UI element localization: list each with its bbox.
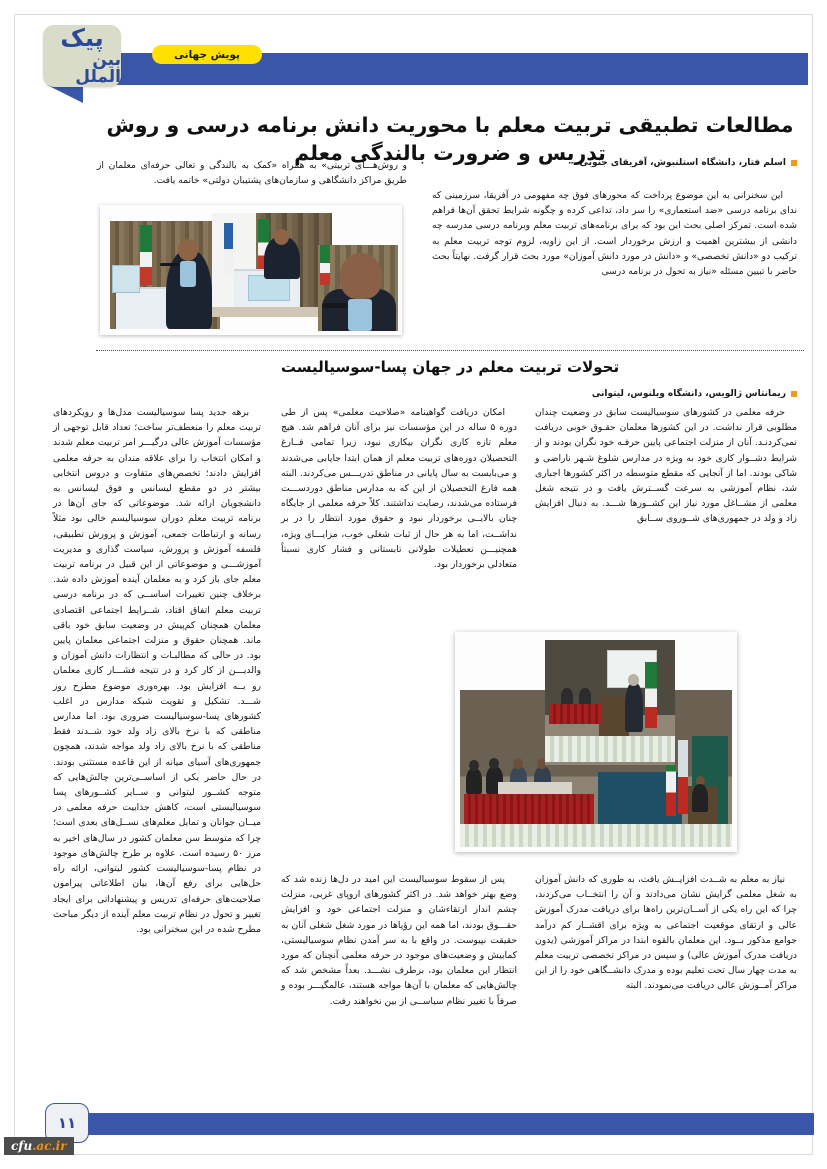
- column-left-upper-text: برهه جدید پسا سوسیالیست مدل‌ها و رویکردهای تربیت معلم را منعطف‌تر ساخت؛ تعداد قابل توجهی از مؤسسات آموزش عالی درگیـــر امر تربیت معلم شدند و امکان انتخاب را برای علاقه مندان به حرفه معلمی افزایش دادند؛ تخصص‌های متفاوت و دروس انتخابی بیشتر در دو مقطع لیسانس و فوق لیسانس به دانشجویان ارائه شد. موضوعاتی که جای آن‌ها در برنامه تربیت معلم دوران سوسیالیسم خالی بود مثلاً رسانه و ارتباطات جمعی، آموزش و پرورش تطبیقی، فلسفه آموزش و پرورش، سیاست گذاری و مدیریت آموزشـــی و موضوعاتی از این قبیل در برنامه تربیت معلم جای باز کرد و به معلمان آینده آموزش داده شد. برخلاف چنین تغییرات اساســی که در برنامه درسی تربیت معلم اتفاق افتاد، شــرایط اجتماعی اقتصادی معلمان همچنان کم‌پیش در وضعیت سابق خود باقی ماند. همچنان حقوق و منزلت اجتماعی معلمان پایین بود. در حالی که مطالبـات و انتظارات دانش آموزان و والدیـــن از کار کرد و در نتیجه فشـــار کاری معلمان رو بــه افزایش بود. بهره‌وری موضوع مطرح روز شـــد. تشکیل و تقویت شبکه مدارس در اغلب کشورهای پسا-سوسیالیست ضروری بود. اما مدارس مناطقی که با نرخ بالای زاد ولد خود شــدند فقط مناطقی که با نرخ بالای زاد ولد مواجه شدند، همچون جمهوری‌های آسیای میانه از این قاعده مستثنی بودند. در حال حاضر یکی از اساســی‌ترین چالش‌هایی که متوجه کشــور لیتوانی و ســایر کشــورهای پسا سوسیالیستی است، کاهش جذابیت حرفه معلمی در میــان جوانان و تمایل معلم‌های نســل‌های بعدی است؛ چرا که متوسط سن معلمان کشور در سال‌های اخیر به مرز ۵۰ رسیده است. علاوه بر طرح چالش‌های موجود در نظام پسا-سوسیالیست کشور لیتوانی، ارائه راه حل‌هایی برای رفع آن‌ها، بیان اطلاعاتی پیرامون صلاحیت‌های حرفه‌ای تدریس و پیشنهاداتی برای ایجاد تغییر و تحول در نظام تربیت معلم آینده از دیگر مباحث مطرح شده در این سخنرانی بود.: [53, 407, 261, 935]
- column-right-lower-text: نیاز به معلم به شــدت افزایــش یافت، به طوری که دانش آموزان به شغل معلمی گرایش نشان می‌دادند و آن را انتخــاب می‌کردند، چرا که این راه یکی از آســان‌ترین راه‌ها برای دریافت مدرک آموزش عالی و ارتقای موقعیت اجتماعی به ویژه برای اقشــار کم درآمد جوامع مذکور بــود. این معلمان بالقوه ابتدا در مراکز آموزشی (یدون دریافت مدرک آموزش عالی) و سپس در مراکز تخصصی تربیت معلم به مدت چهار سال تحت تعلیم بوده و مدرک دانشــگاهی خود را از این مراکز آمــوزش عالی دریافت می‌نمودند. البته: [535, 874, 797, 992]
- photo-speaker-head: [274, 229, 289, 245]
- section-badge: پویش جهانی: [152, 45, 262, 64]
- photo-panelist-1: [466, 768, 482, 794]
- photo-pane-left: [110, 221, 220, 329]
- byline-author-one: [432, 158, 797, 168]
- column-middle-lower-text: پس از سقوط سوسیالیست این امید در دل‌ها زنده شد که وضع بهتر خواهد شد. در اکثر کشورهای اروپای غربی، منزلت چشم انداز ارتقاءشان و منزلت اجتماعی خود و افزایش حقـــوق بودند، اما همه این رؤیاها در مورد شغل شغلی آنان به حقیقت نپیوست. در واقع با به سر آمدن نظام سوسیالیستی، کمابیش و وضعیت‌های موجود در حرفه معلمی آنچنان که مورد انتظار این معلمان بود، برطرف نشـــد. بعداً مشخص شد که چالش‌هایی که معلمان با آن‌ها مواجه هستند، عالمگیـــر بوده و صرفاً با تغییر نظام سیاســی از بین نخواهند رفت.: [281, 874, 517, 1007]
- magazine-logo: [43, 25, 121, 87]
- photo-standing-person: [692, 784, 708, 812]
- byline-one-text: اسلم فتار، دانشگاه استلنبوش، آفریقای جنوبی: [579, 158, 786, 168]
- photo-panelist-head-2: [489, 758, 499, 769]
- page-number-badge: ۱۱: [45, 1103, 89, 1143]
- photo-microphone: [322, 303, 348, 308]
- photo-signboard: [112, 265, 140, 293]
- photo-collage-speaker: [100, 205, 402, 335]
- photo-pane-middle: [212, 213, 332, 317]
- intro-paragraph-right: [432, 188, 797, 279]
- photo-speaker-head: [178, 239, 198, 261]
- photo-pane-right: [318, 245, 398, 331]
- photo-speaker-shirt: [180, 261, 196, 287]
- photo-flag: [140, 225, 152, 285]
- page-title: مطالعات تطبیقی تربیت معلم با محوریت دانش برنامه درسی و روش تدریس و ضرورت بالندگی معلم: [106, 113, 794, 165]
- photo-floor: [212, 307, 332, 317]
- header-band-tail: [47, 85, 83, 103]
- intro-paragraph-left: [97, 158, 407, 188]
- column-middle-upper-text: امکان دریافت گواهینامه «صلاحیت معلمی» پس از طی دوره ۵ ساله در این مؤسسات نیز برای آنان فراهم شد. هیچ معلم تازه کاری نگران بیکاری نبود، زیرا تمامی فــارغ التحصیلان دوره‌های تربیت معلم از همان ابتدا جایابی می‌شدند و می‌بایست به سال پایانی در مناطق تدریـــس می‌کردند. البته همه فارغ التحصیلان از این که به مدارس مناطق دوردســـت فرستاده می‌شدند، رضایت نداشتند. کلاً حرفه معلمی از جایگاه چنان بالایــی برخوردار نبود و حقوق مورد انتظار را در بر نداشــت، اما به هر حال از ثبات شغلی خوب، مزایـــای ویژه، همچنیـــن تعطیلات طولانی تابستانی و فشار کاری نسبتاً متعادلی برخوردار بود.: [281, 407, 517, 571]
- photo-panelist-head-3: [513, 758, 523, 769]
- bullet-square-icon: [791, 160, 797, 166]
- intro-right-text: این سخنرانی به این موضوع پرداخت که محورهای فوق چه مفهومی در آفریقا، سرزمینی که ندای برنامه درسی «ضد استعماری» را سر داد، تداعی کرده و چگونه شرایط تحقق آن‌ها فراهم شده است. تمرکز اصلی بحث این بود که برای برنامه‌های تربیت معلم وبرنامه درسی مدرسه چه دانشی از بیشترین اهمیت و ارزش برخوردار است. از این زاویه، لزوم توجه تربیت معلم به ترکیب دو «دانش تخصصی» و «دانش در مورد دانش آموزان» مورد بحث قرار گرفت. نهایتاً بحث حاضر با تبیین مسئله «نیاز به تحول در برنامه درسی: [432, 190, 797, 278]
- bullet-square-icon: [791, 391, 797, 397]
- watermark-suffix: .ac.ir: [32, 1139, 67, 1153]
- watermark-prefix: cfu: [11, 1139, 33, 1153]
- logo-line-one: پیک: [60, 24, 104, 52]
- photo-red-table: [549, 704, 601, 724]
- footer-bar: [62, 1113, 814, 1135]
- column-right-upper: [535, 405, 797, 527]
- photo-flag: [320, 245, 330, 285]
- photo-speaker-shirt: [348, 299, 372, 331]
- column-right-lower: [535, 872, 797, 994]
- photo-flower-row: [460, 824, 732, 847]
- photo-microphone: [160, 263, 180, 266]
- logo-line-two: بین الملل: [75, 50, 121, 87]
- section-divider: [96, 350, 804, 351]
- photo-flower-row: [545, 736, 675, 762]
- column-right-upper-text: حرفه معلمی در کشورهای سوسیالیست سابق در وضعیت چندان مطلوبی قرار نداشت. در این کشورها معلمان حقـوق خوبی دریافت نمی‌کردنـد. آنان از منزلت اجتماعی پایین حرفـه خود نگران بودند و از شرایط دشــوار کاری خود به ویژه در مدارس شلوغ شـهر ناراضی و شاکی بودند. اما از آنجایی که مقطع متوسطه در اکثر کشورها اجباری شد، نظام آموزشی به سرعت گســترش یافت و در نتیجه شغل معلمی از مشــاغل مورد نیاز این کشــورها شـــد. به دنبال افزایش زاد و ولد در جمهوری‌های شــوروی ســابق: [535, 407, 797, 525]
- column-middle-lower: [281, 872, 517, 1009]
- photo-flag-left: [224, 223, 233, 275]
- photo-flag-b: [678, 740, 688, 814]
- photo-speaker-head: [340, 253, 382, 299]
- column-left-upper: [53, 405, 261, 937]
- photo-pane-hall-inset: [545, 640, 675, 765]
- photo-speaker: [625, 682, 643, 732]
- byline-author-two: [535, 389, 797, 399]
- photo-speaker-head: [628, 674, 639, 686]
- photo-collage-conference: [455, 632, 737, 852]
- section-title: تحولات تربیت معلم در جهان پسا-سوسیالیست: [280, 358, 620, 376]
- photo-red-table: [464, 794, 594, 826]
- photo-flag: [645, 662, 657, 728]
- column-middle-upper: [281, 405, 517, 572]
- byline-two-text: ریمانتاس ژالویس، دانشگاه ویلنوس، لیتوانی: [591, 389, 786, 399]
- intro-left-text: و روش‌هـــای تربیتی» به همراه «کمک به بالندگی و تعالی حرفه‌ای معلمان از طریق مراکز دانشگاهی و سازمان‌های پشتیبان دولتی» خاتمه یافت.: [97, 160, 407, 187]
- photo-panelist-head-1: [469, 760, 479, 771]
- site-watermark: [4, 1137, 74, 1155]
